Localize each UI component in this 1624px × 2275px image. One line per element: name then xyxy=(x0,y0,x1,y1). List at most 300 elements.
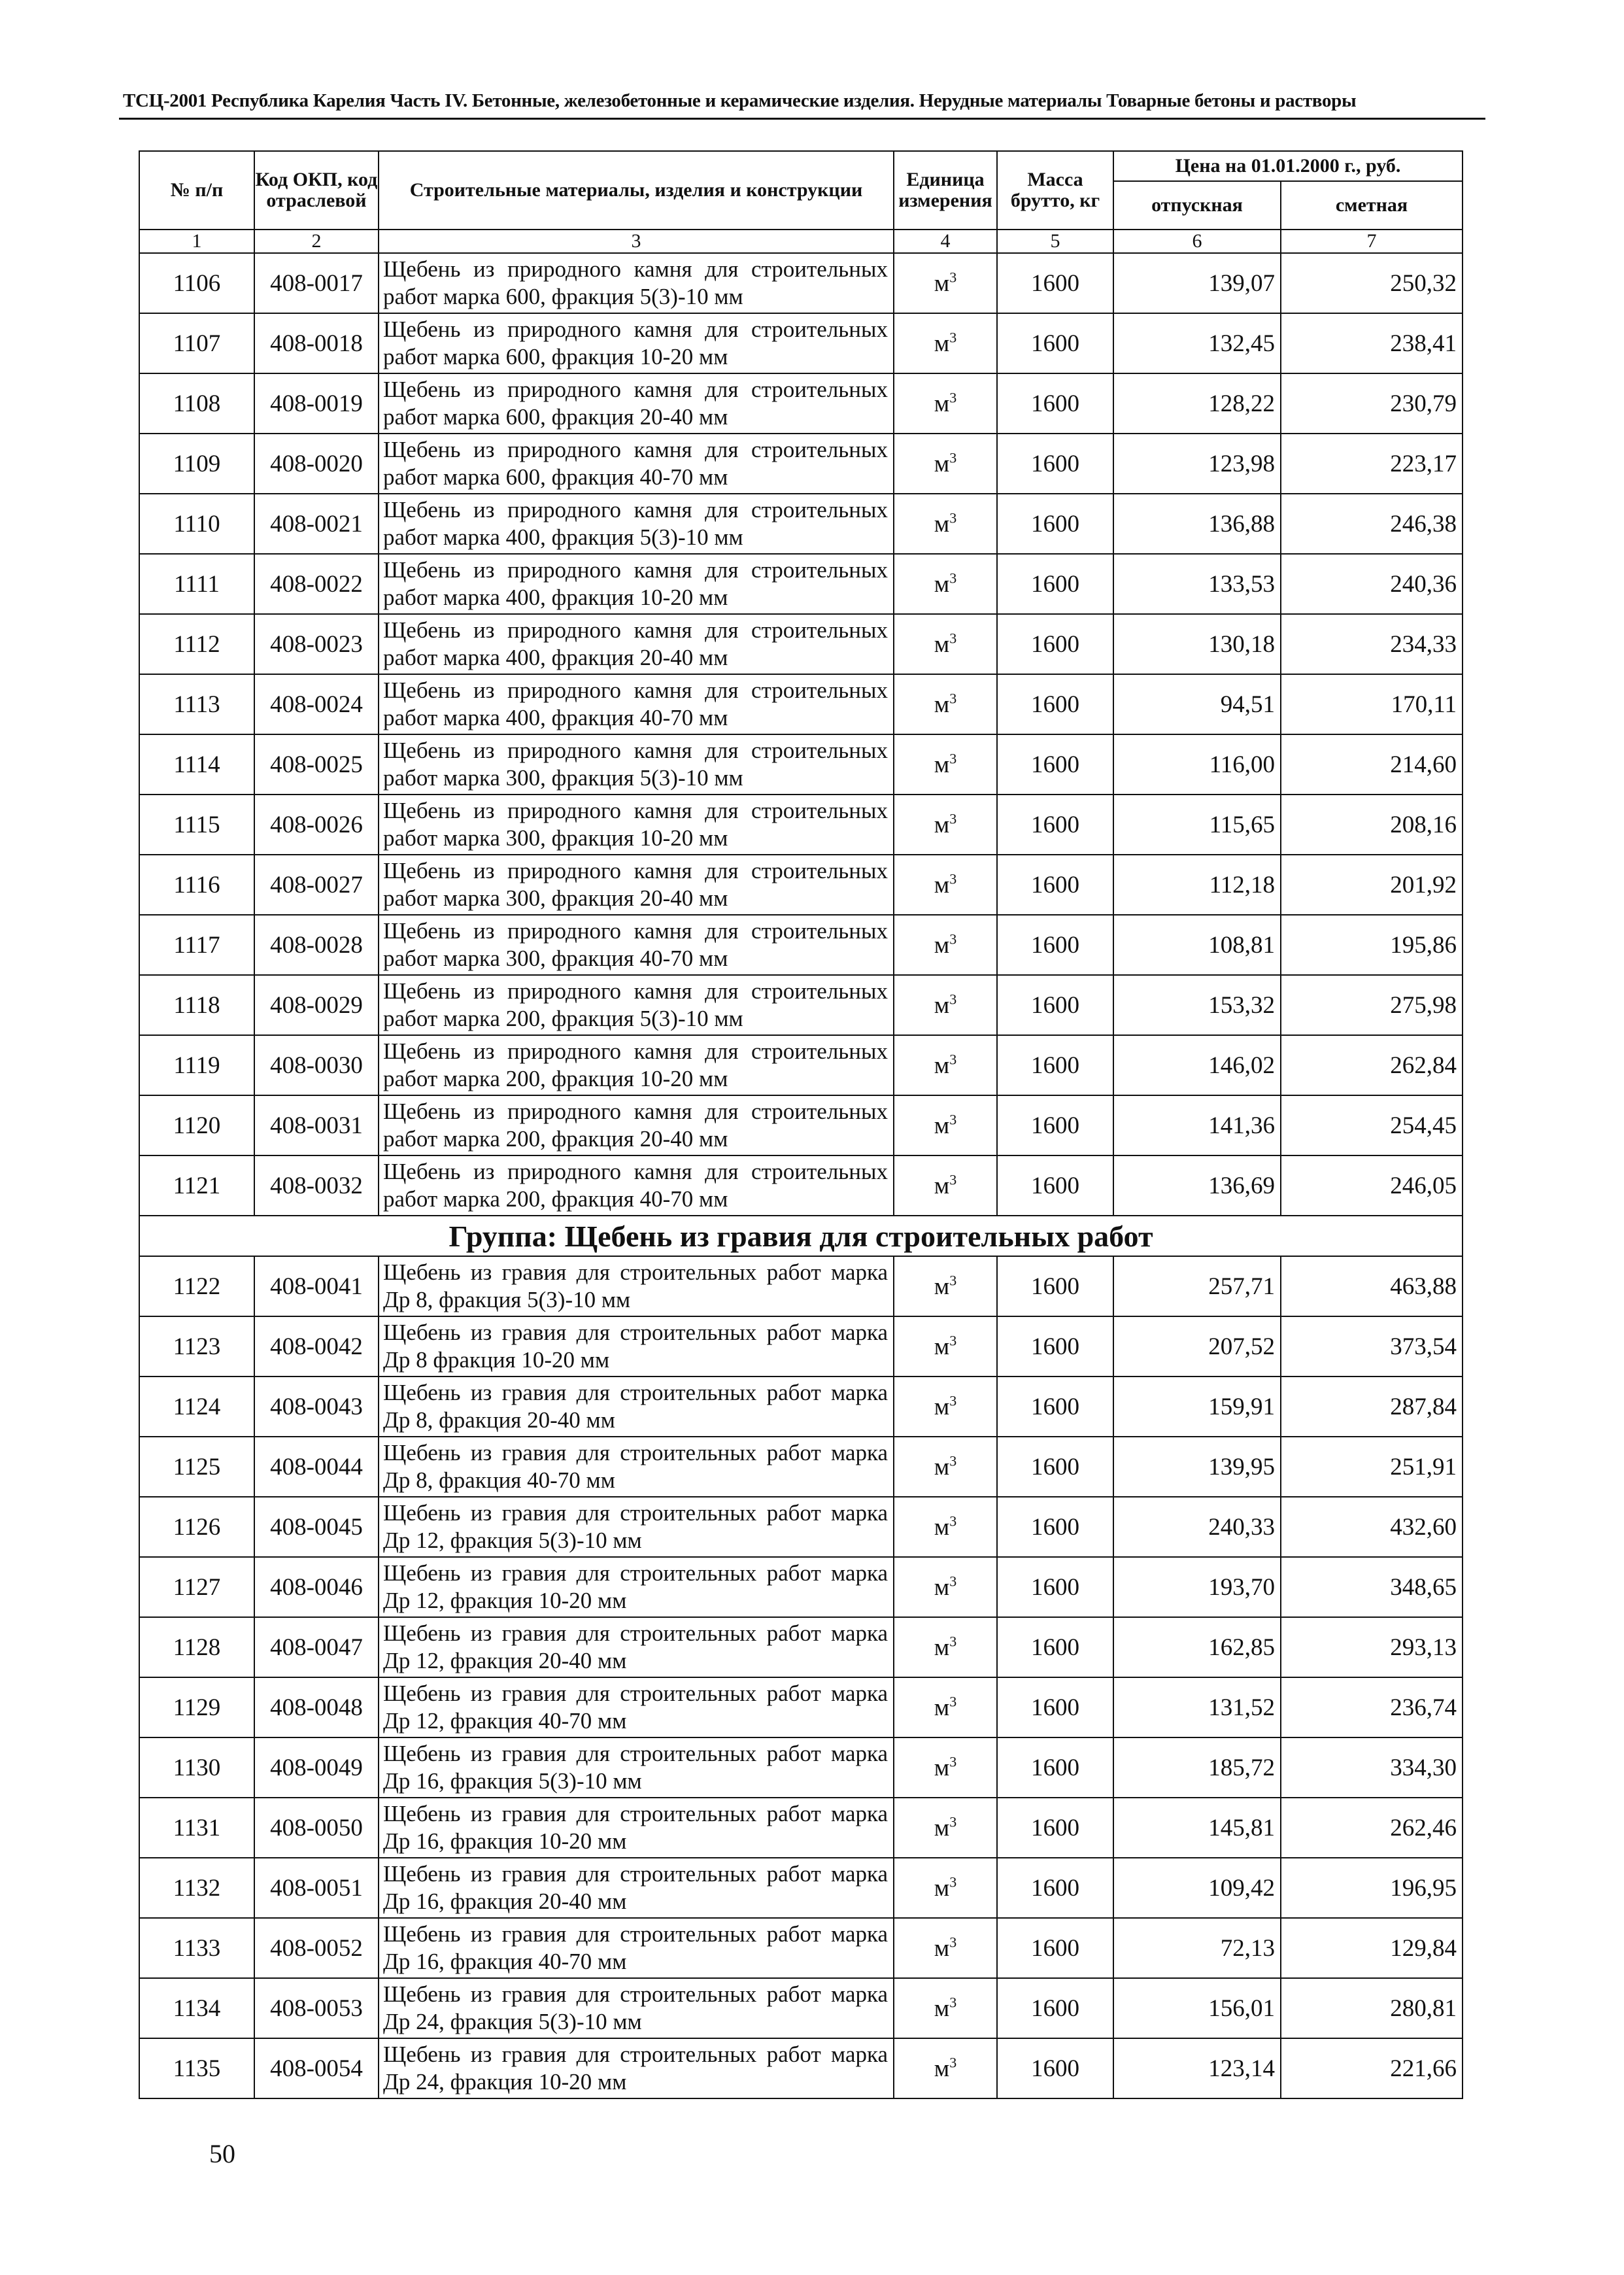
unit-base: м xyxy=(934,1814,950,1841)
unit-base: м xyxy=(934,1513,950,1541)
row-description: Щебень из гравия для строительных работ марка Др 16, фракция 40-70 мм xyxy=(379,1918,894,1978)
row-price-wholesale: 123,14 xyxy=(1113,2038,1281,2098)
table-row xyxy=(139,1497,1463,1557)
row-description: Щебень из природного камня для строительных работ марка 200, фракция 40-70 мм xyxy=(379,1155,894,1216)
row-mass: 1600 xyxy=(997,674,1113,734)
row-number: 1135 xyxy=(139,2038,254,2098)
row-price-wholesale: 123,98 xyxy=(1113,434,1281,494)
row-mass: 1600 xyxy=(997,1316,1113,1377)
row-mass: 1600 xyxy=(997,1035,1113,1095)
row-price-wholesale: 94,51 xyxy=(1113,674,1281,734)
unit-exponent: 3 xyxy=(949,509,957,526)
row-description: Щебень из гравия для строительных работ марка Др 12, фракция 5(3)-10 мм xyxy=(379,1497,894,1557)
row-description: Щебень из природного камня для строительных работ марка 400, фракция 20-40 мм xyxy=(379,614,894,674)
row-number: 1122 xyxy=(139,1256,254,1316)
table-row xyxy=(139,1557,1463,1617)
row-number: 1128 xyxy=(139,1617,254,1677)
row-mass: 1600 xyxy=(997,1095,1113,1155)
row-price-wholesale: 145,81 xyxy=(1113,1798,1281,1858)
row-mass: 1600 xyxy=(997,1858,1113,1918)
row-code: 408-0025 xyxy=(254,734,379,795)
row-number: 1127 xyxy=(139,1557,254,1617)
row-unit xyxy=(894,1377,997,1437)
row-description: Щебень из гравия для строительных работ марка Др 24, фракция 5(3)-10 мм xyxy=(379,1978,894,2038)
row-unit xyxy=(894,253,997,313)
row-price-wholesale: 116,00 xyxy=(1113,734,1281,795)
table-row xyxy=(139,975,1463,1035)
row-price-estimate: 250,32 xyxy=(1281,253,1463,313)
table-section-gravel xyxy=(139,1256,1463,2098)
unit-exponent: 3 xyxy=(949,269,957,286)
col-number: 6 xyxy=(1113,230,1281,253)
row-code: 408-0017 xyxy=(254,253,379,313)
table-section-stone xyxy=(139,253,1463,1216)
row-description: Щебень из природного камня для строительных работ марка 600, фракция 40-70 мм xyxy=(379,434,894,494)
row-mass: 1600 xyxy=(997,614,1113,674)
row-price-estimate: 246,05 xyxy=(1281,1155,1463,1216)
unit-exponent: 3 xyxy=(949,1171,957,1188)
row-price-wholesale: 131,52 xyxy=(1113,1677,1281,1737)
row-mass: 1600 xyxy=(997,1437,1113,1497)
row-code: 408-0023 xyxy=(254,614,379,674)
unit-base: м xyxy=(934,1754,950,1781)
row-description: Щебень из гравия для строительных работ марка Др 8, фракция 40-70 мм xyxy=(379,1437,894,1497)
unit-exponent: 3 xyxy=(949,630,957,647)
table-row xyxy=(139,434,1463,494)
row-unit xyxy=(894,1918,997,1978)
unit-base: м xyxy=(934,751,950,778)
table-row xyxy=(139,1918,1463,1978)
row-code: 408-0026 xyxy=(254,795,379,855)
row-description: Щебень из гравия для строительных работ марка Др 24, фракция 10-20 мм xyxy=(379,2038,894,2098)
row-price-wholesale: 136,69 xyxy=(1113,1155,1281,1216)
row-description: Щебень из природного камня для строительных работ марка 200, фракция 20-40 мм xyxy=(379,1095,894,1155)
row-number: 1114 xyxy=(139,734,254,795)
row-unit xyxy=(894,1035,997,1095)
unit-base: м xyxy=(934,991,950,1019)
row-number: 1129 xyxy=(139,1677,254,1737)
row-unit xyxy=(894,975,997,1035)
row-unit xyxy=(894,1155,997,1216)
unit-base: м xyxy=(934,1994,950,2022)
header-name: Строительные материалы, изделия и конструкции xyxy=(379,151,894,230)
table-row xyxy=(139,1798,1463,1858)
row-price-wholesale: 136,88 xyxy=(1113,494,1281,554)
row-number: 1115 xyxy=(139,795,254,855)
row-mass: 1600 xyxy=(997,1918,1113,1978)
unit-exponent: 3 xyxy=(949,1051,957,1068)
header-price-group: Цена на 01.01.2000 г., руб. xyxy=(1113,151,1463,181)
row-number: 1130 xyxy=(139,1737,254,1798)
row-mass: 1600 xyxy=(997,1978,1113,2038)
unit-exponent: 3 xyxy=(949,1873,957,1890)
unit-exponent: 3 xyxy=(949,449,957,466)
row-code: 408-0020 xyxy=(254,434,379,494)
row-code: 408-0052 xyxy=(254,1918,379,1978)
row-number: 1110 xyxy=(139,494,254,554)
group-title: Группа: Щебень из гравия для строительных работ xyxy=(139,1216,1463,1256)
row-mass: 1600 xyxy=(997,313,1113,373)
row-number: 1125 xyxy=(139,1437,254,1497)
row-code: 408-0032 xyxy=(254,1155,379,1216)
header-mass: Масса брутто, кг xyxy=(997,151,1113,230)
row-price-wholesale: 128,22 xyxy=(1113,373,1281,434)
unit-exponent: 3 xyxy=(949,1272,957,1289)
unit-base: м xyxy=(934,450,950,477)
unit-exponent: 3 xyxy=(949,870,957,887)
table-row xyxy=(139,674,1463,734)
row-number: 1118 xyxy=(139,975,254,1035)
unit-base: м xyxy=(934,269,950,297)
unit-base: м xyxy=(934,510,950,538)
row-description: Щебень из природного камня для строительных работ марка 600, фракция 5(3)-10 мм xyxy=(379,253,894,313)
row-mass: 1600 xyxy=(997,373,1113,434)
row-price-wholesale: 162,85 xyxy=(1113,1617,1281,1677)
row-code: 408-0021 xyxy=(254,494,379,554)
table-row xyxy=(139,855,1463,915)
row-description: Щебень из гравия для строительных работ марка Др 12, фракция 20-40 мм xyxy=(379,1617,894,1677)
table-row xyxy=(139,1316,1463,1377)
row-unit xyxy=(894,1437,997,1497)
row-number: 1109 xyxy=(139,434,254,494)
header-unit: Единица измерения xyxy=(894,151,997,230)
unit-base: м xyxy=(934,1874,950,1902)
row-unit xyxy=(894,434,997,494)
unit-base: м xyxy=(934,630,950,658)
unit-base: м xyxy=(934,931,950,959)
row-code: 408-0028 xyxy=(254,915,379,975)
row-price-wholesale: 130,18 xyxy=(1113,614,1281,674)
table-row xyxy=(139,1035,1463,1095)
unit-exponent: 3 xyxy=(949,1693,957,1710)
row-description: Щебень из гравия для строительных работ марка Др 12, фракция 10-20 мм xyxy=(379,1557,894,1617)
row-description: Щебень из гравия для строительных работ марка Др 8, фракция 20-40 мм xyxy=(379,1377,894,1437)
row-price-estimate: 234,33 xyxy=(1281,614,1463,674)
unit-exponent: 3 xyxy=(949,931,957,948)
row-unit xyxy=(894,1978,997,2038)
row-unit xyxy=(894,674,997,734)
row-unit xyxy=(894,494,997,554)
row-description: Щебень из природного камня для строительных работ марка 400, фракция 5(3)-10 мм xyxy=(379,494,894,554)
row-mass: 1600 xyxy=(997,1737,1113,1798)
header-price-estimate: сметная xyxy=(1281,181,1463,230)
table-row xyxy=(139,1437,1463,1497)
unit-exponent: 3 xyxy=(949,2054,957,2071)
unit-exponent: 3 xyxy=(949,1111,957,1128)
row-unit xyxy=(894,1858,997,1918)
table-row xyxy=(139,1256,1463,1316)
row-code: 408-0054 xyxy=(254,2038,379,2098)
unit-base: м xyxy=(934,1273,950,1300)
row-unit xyxy=(894,1677,997,1737)
row-description: Щебень из природного камня для строительных работ марка 200, фракция 10-20 мм xyxy=(379,1035,894,1095)
table-row xyxy=(139,734,1463,795)
row-description: Щебень из природного камня для строительных работ марка 400, фракция 40-70 мм xyxy=(379,674,894,734)
row-price-wholesale: 141,36 xyxy=(1113,1095,1281,1155)
row-price-wholesale: 72,13 xyxy=(1113,1918,1281,1978)
unit-base: м xyxy=(934,1694,950,1721)
row-description: Щебень из гравия для строительных работ марка Др 16, фракция 10-20 мм xyxy=(379,1798,894,1858)
row-price-wholesale: 108,81 xyxy=(1113,915,1281,975)
row-mass: 1600 xyxy=(997,2038,1113,2098)
row-price-estimate: 432,60 xyxy=(1281,1497,1463,1557)
unit-exponent: 3 xyxy=(949,1813,957,1830)
row-price-estimate: 463,88 xyxy=(1281,1256,1463,1316)
row-code: 408-0053 xyxy=(254,1978,379,2038)
row-number: 1112 xyxy=(139,614,254,674)
row-price-wholesale: 156,01 xyxy=(1113,1978,1281,2038)
row-price-estimate: 348,65 xyxy=(1281,1557,1463,1617)
table-row xyxy=(139,1095,1463,1155)
col-number: 7 xyxy=(1281,230,1463,253)
group-row xyxy=(139,1216,1463,1256)
unit-exponent: 3 xyxy=(949,389,957,406)
unit-exponent: 3 xyxy=(949,329,957,346)
row-code: 408-0047 xyxy=(254,1617,379,1677)
col-number: 4 xyxy=(894,230,997,253)
page-number: 50 xyxy=(209,2139,235,2168)
row-unit xyxy=(894,734,997,795)
col-number: 5 xyxy=(997,230,1113,253)
row-price-estimate: 238,41 xyxy=(1281,313,1463,373)
table-row xyxy=(139,494,1463,554)
row-number: 1113 xyxy=(139,674,254,734)
row-price-wholesale: 132,45 xyxy=(1113,313,1281,373)
unit-exponent: 3 xyxy=(949,1753,957,1770)
row-unit xyxy=(894,915,997,975)
row-description: Щебень из природного камня для строительных работ марка 300, фракция 20-40 мм xyxy=(379,855,894,915)
row-unit xyxy=(894,1798,997,1858)
row-description: Щебень из гравия для строительных работ марка Др 16, фракция 5(3)-10 мм xyxy=(379,1737,894,1798)
row-description: Щебень из гравия для строительных работ марка Др 16, фракция 20-40 мм xyxy=(379,1858,894,1918)
unit-exponent: 3 xyxy=(949,1392,957,1409)
unit-base: м xyxy=(934,1333,950,1360)
table-row xyxy=(139,1737,1463,1798)
unit-base: м xyxy=(934,1453,950,1480)
unit-base: м xyxy=(934,871,950,898)
row-price-wholesale: 133,53 xyxy=(1113,554,1281,614)
table-row xyxy=(139,1617,1463,1677)
row-price-wholesale: 153,32 xyxy=(1113,975,1281,1035)
running-header: ТСЦ-2001 Республика Карелия Часть IV. Бетонные, железобетонные и керамические изделия. Нерудные материалы Товарные бетоны и растворы xyxy=(123,90,1357,111)
row-code: 408-0049 xyxy=(254,1737,379,1798)
row-price-estimate: 373,54 xyxy=(1281,1316,1463,1377)
row-code: 408-0041 xyxy=(254,1256,379,1316)
row-price-estimate: 262,46 xyxy=(1281,1798,1463,1858)
row-price-wholesale: 240,33 xyxy=(1113,1497,1281,1557)
row-number: 1117 xyxy=(139,915,254,975)
header-num: № п/п xyxy=(139,151,254,230)
row-price-wholesale: 193,70 xyxy=(1113,1557,1281,1617)
row-price-estimate: 214,60 xyxy=(1281,734,1463,795)
row-code: 408-0019 xyxy=(254,373,379,434)
row-code: 408-0024 xyxy=(254,674,379,734)
table-row xyxy=(139,373,1463,434)
row-description: Щебень из гравия для строительных работ марка Др 12, фракция 40-70 мм xyxy=(379,1677,894,1737)
row-code: 408-0048 xyxy=(254,1677,379,1737)
column-number-row xyxy=(139,230,1463,253)
row-description: Щебень из природного камня для строительных работ марка 300, фракция 40-70 мм xyxy=(379,915,894,975)
table-row xyxy=(139,1858,1463,1918)
unit-base: м xyxy=(934,330,950,357)
row-mass: 1600 xyxy=(997,1557,1113,1617)
row-mass: 1600 xyxy=(997,1155,1113,1216)
row-price-estimate: 254,45 xyxy=(1281,1095,1463,1155)
col-number: 1 xyxy=(139,230,254,253)
row-price-wholesale: 159,91 xyxy=(1113,1377,1281,1437)
row-mass: 1600 xyxy=(997,975,1113,1035)
unit-base: м xyxy=(934,1934,950,1962)
row-mass: 1600 xyxy=(997,253,1113,313)
row-number: 1134 xyxy=(139,1978,254,2038)
row-code: 408-0022 xyxy=(254,554,379,614)
row-description: Щебень из природного камня для строительных работ марка 300, фракция 5(3)-10 мм xyxy=(379,734,894,795)
row-price-estimate: 170,11 xyxy=(1281,674,1463,734)
row-price-estimate: 246,38 xyxy=(1281,494,1463,554)
row-price-wholesale: 112,18 xyxy=(1113,855,1281,915)
row-price-estimate: 236,74 xyxy=(1281,1677,1463,1737)
row-mass: 1600 xyxy=(997,1677,1113,1737)
row-mass: 1600 xyxy=(997,915,1113,975)
unit-base: м xyxy=(934,691,950,718)
unit-base: м xyxy=(934,390,950,417)
table-row xyxy=(139,253,1463,313)
unit-base: м xyxy=(934,1393,950,1420)
row-number: 1131 xyxy=(139,1798,254,1858)
row-description: Щебень из природного камня для строительных работ марка 600, фракция 10-20 мм xyxy=(379,313,894,373)
row-price-wholesale: 139,95 xyxy=(1113,1437,1281,1497)
row-price-estimate: 334,30 xyxy=(1281,1737,1463,1798)
row-number: 1108 xyxy=(139,373,254,434)
row-mass: 1600 xyxy=(997,434,1113,494)
price-table xyxy=(139,150,1463,2099)
unit-exponent: 3 xyxy=(949,1513,957,1530)
row-price-estimate: 223,17 xyxy=(1281,434,1463,494)
row-code: 408-0043 xyxy=(254,1377,379,1437)
col-number: 2 xyxy=(254,230,379,253)
unit-base: м xyxy=(934,1634,950,1661)
unit-exponent: 3 xyxy=(949,1573,957,1590)
row-price-wholesale: 139,07 xyxy=(1113,253,1281,313)
row-code: 408-0030 xyxy=(254,1035,379,1095)
row-code: 408-0027 xyxy=(254,855,379,915)
row-code: 408-0051 xyxy=(254,1858,379,1918)
row-number: 1126 xyxy=(139,1497,254,1557)
row-number: 1132 xyxy=(139,1858,254,1918)
table-row xyxy=(139,915,1463,975)
unit-base: м xyxy=(934,1052,950,1079)
row-unit xyxy=(894,313,997,373)
row-description: Щебень из природного камня для строительных работ марка 600, фракция 20-40 мм xyxy=(379,373,894,434)
row-number: 1111 xyxy=(139,554,254,614)
unit-exponent: 3 xyxy=(949,1934,957,1951)
row-description: Щебень из природного камня для строительных работ марка 200, фракция 5(3)-10 мм xyxy=(379,975,894,1035)
row-price-wholesale: 109,42 xyxy=(1113,1858,1281,1918)
row-price-estimate: 201,92 xyxy=(1281,855,1463,915)
table-row xyxy=(139,1155,1463,1216)
unit-base: м xyxy=(934,2055,950,2082)
row-number: 1121 xyxy=(139,1155,254,1216)
table-row xyxy=(139,1677,1463,1737)
row-unit xyxy=(894,1617,997,1677)
row-price-estimate: 262,84 xyxy=(1281,1035,1463,1095)
row-mass: 1600 xyxy=(997,494,1113,554)
row-price-estimate: 240,36 xyxy=(1281,554,1463,614)
row-mass: 1600 xyxy=(997,1377,1113,1437)
table-row xyxy=(139,1978,1463,2038)
row-number: 1119 xyxy=(139,1035,254,1095)
row-description: Щебень из природного камня для строительных работ марка 300, фракция 10-20 мм xyxy=(379,795,894,855)
unit-exponent: 3 xyxy=(949,570,957,587)
row-description: Щебень из природного камня для строительных работ марка 400, фракция 10-20 мм xyxy=(379,554,894,614)
row-price-estimate: 221,66 xyxy=(1281,2038,1463,2098)
row-price-estimate: 230,79 xyxy=(1281,373,1463,434)
table-row xyxy=(139,614,1463,674)
unit-exponent: 3 xyxy=(949,1332,957,1349)
row-code: 408-0042 xyxy=(254,1316,379,1377)
row-number: 1120 xyxy=(139,1095,254,1155)
row-number: 1124 xyxy=(139,1377,254,1437)
row-unit xyxy=(894,795,997,855)
row-code: 408-0045 xyxy=(254,1497,379,1557)
row-unit xyxy=(894,1256,997,1316)
row-description: Щебень из гравия для строительных работ марка Др 8 фракция 10-20 мм xyxy=(379,1316,894,1377)
row-code: 408-0031 xyxy=(254,1095,379,1155)
row-mass: 1600 xyxy=(997,1256,1113,1316)
row-code: 408-0050 xyxy=(254,1798,379,1858)
row-price-wholesale: 185,72 xyxy=(1113,1737,1281,1798)
row-mass: 1600 xyxy=(997,1798,1113,1858)
row-mass: 1600 xyxy=(997,734,1113,795)
row-unit xyxy=(894,614,997,674)
unit-exponent: 3 xyxy=(949,690,957,707)
unit-base: м xyxy=(934,811,950,838)
row-code: 408-0029 xyxy=(254,975,379,1035)
table-row xyxy=(139,313,1463,373)
row-unit xyxy=(894,1316,997,1377)
col-number: 3 xyxy=(379,230,894,253)
row-code: 408-0044 xyxy=(254,1437,379,1497)
table-row xyxy=(139,554,1463,614)
row-price-estimate: 293,13 xyxy=(1281,1617,1463,1677)
row-price-estimate: 208,16 xyxy=(1281,795,1463,855)
row-mass: 1600 xyxy=(997,1617,1113,1677)
unit-base: м xyxy=(934,1112,950,1139)
row-price-wholesale: 146,02 xyxy=(1113,1035,1281,1095)
row-unit xyxy=(894,2038,997,2098)
row-description: Щебень из гравия для строительных работ марка Др 8, фракция 5(3)-10 мм xyxy=(379,1256,894,1316)
row-price-wholesale: 257,71 xyxy=(1113,1256,1281,1316)
row-number: 1107 xyxy=(139,313,254,373)
row-unit xyxy=(894,1557,997,1617)
unit-exponent: 3 xyxy=(949,1452,957,1469)
row-mass: 1600 xyxy=(997,1497,1113,1557)
row-number: 1133 xyxy=(139,1918,254,1978)
table-row xyxy=(139,2038,1463,2098)
row-price-estimate: 196,95 xyxy=(1281,1858,1463,1918)
row-number: 1116 xyxy=(139,855,254,915)
unit-exponent: 3 xyxy=(949,750,957,767)
row-unit xyxy=(894,554,997,614)
header-price-wholesale: отпускная xyxy=(1113,181,1281,230)
unit-exponent: 3 xyxy=(949,810,957,827)
row-price-estimate: 280,81 xyxy=(1281,1978,1463,2038)
row-mass: 1600 xyxy=(997,855,1113,915)
row-number: 1123 xyxy=(139,1316,254,1377)
group-section xyxy=(139,1216,1463,1256)
row-code: 408-0018 xyxy=(254,313,379,373)
row-price-estimate: 195,86 xyxy=(1281,915,1463,975)
